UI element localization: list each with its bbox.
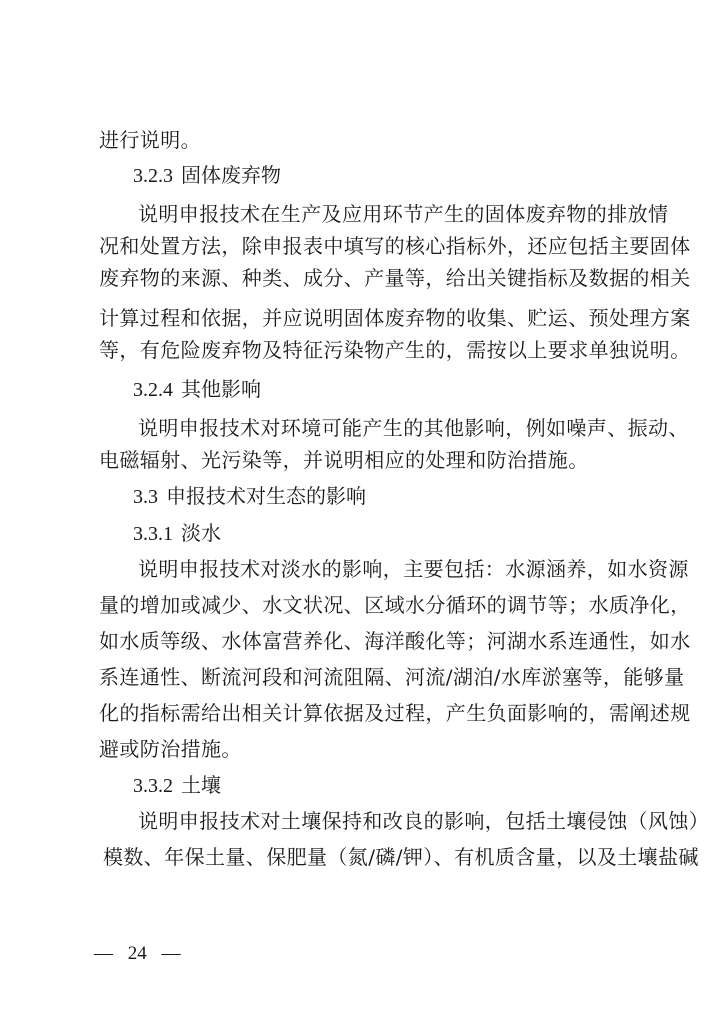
section-number: 3.3.2 bbox=[133, 775, 173, 797]
page-number bbox=[94, 942, 181, 966]
section-heading-3-3-1 bbox=[133, 521, 221, 546]
paragraph-line: 电磁辐射、光污染等，并说明相应的处理和防治措施。 bbox=[99, 448, 589, 472]
page-number-value: 24 bbox=[127, 943, 147, 964]
paragraph-line: 说明申报技术对环境可能产生的其他影响，例如噪声、振动、 bbox=[138, 416, 689, 440]
paragraph-line: 量的增加或减少、水文状况、区域水分循环的调节等；水质净化， bbox=[99, 593, 691, 617]
section-title: 淡水 bbox=[181, 521, 221, 545]
paragraph-line: 系连通性、断流河段和河流阻隔、河流/湖泊/水库淤塞等，能够量 bbox=[99, 665, 685, 689]
paragraph-line: 况和处置方法，除申报表中填写的核心指标外，还应包括主要固体 bbox=[99, 234, 691, 258]
section-number: 3.3.1 bbox=[133, 523, 173, 545]
section-heading-3-2-3 bbox=[133, 163, 281, 188]
section-heading-3-3 bbox=[133, 484, 366, 509]
paragraph-line: 说明申报技术在生产及应用环节产生的固体废弃物的排放情 bbox=[138, 202, 669, 226]
paragraph-line: 说明申报技术对土壤保持和改良的影响，包括土壤侵蚀（风蚀） bbox=[138, 809, 710, 833]
paragraph-line: 进行说明。 bbox=[99, 128, 201, 152]
paragraph-line: 化的指标需给出相关计算依据及过程，产生负面影响的，需阐述规 bbox=[99, 701, 691, 725]
section-number: 3.3 bbox=[133, 486, 158, 508]
paragraph-line: 说明申报技术对淡水的影响，主要包括：水源涵养，如水资源 bbox=[138, 557, 689, 581]
section-heading-3-2-4 bbox=[133, 377, 261, 402]
page-dash-right: — bbox=[161, 943, 181, 964]
paragraph-line: 等，有危险废弃物及特征污染物产生的，需按以上要求单独说明。 bbox=[99, 338, 691, 362]
section-number: 3.2.4 bbox=[133, 379, 173, 401]
section-heading-3-3-2 bbox=[133, 773, 221, 798]
paragraph-line: 模数、年保土量、保肥量（氮/磷/钾）、有机质含量，以及土壤盐碱 bbox=[103, 845, 699, 869]
paragraph-line: 计算过程和依据，并应说明固体废弃物的收集、贮运、预处理方案 bbox=[99, 306, 691, 330]
paragraph-line: 如水质等级、水体富营养化、海洋酸化等；河湖水系连通性，如水 bbox=[99, 629, 691, 653]
section-title: 申报技术对生态的影响 bbox=[166, 484, 366, 508]
section-title: 其他影响 bbox=[181, 377, 261, 401]
paragraph-line: 避或防治措施。 bbox=[99, 737, 242, 761]
section-title: 固体废弃物 bbox=[181, 163, 281, 187]
page-dash-left: — bbox=[94, 943, 113, 964]
section-number: 3.2.3 bbox=[133, 165, 173, 187]
section-title: 土壤 bbox=[181, 773, 221, 797]
paragraph-line: 废弃物的来源、种类、成分、产量等，给出关键指标及数据的相关 bbox=[99, 266, 691, 290]
